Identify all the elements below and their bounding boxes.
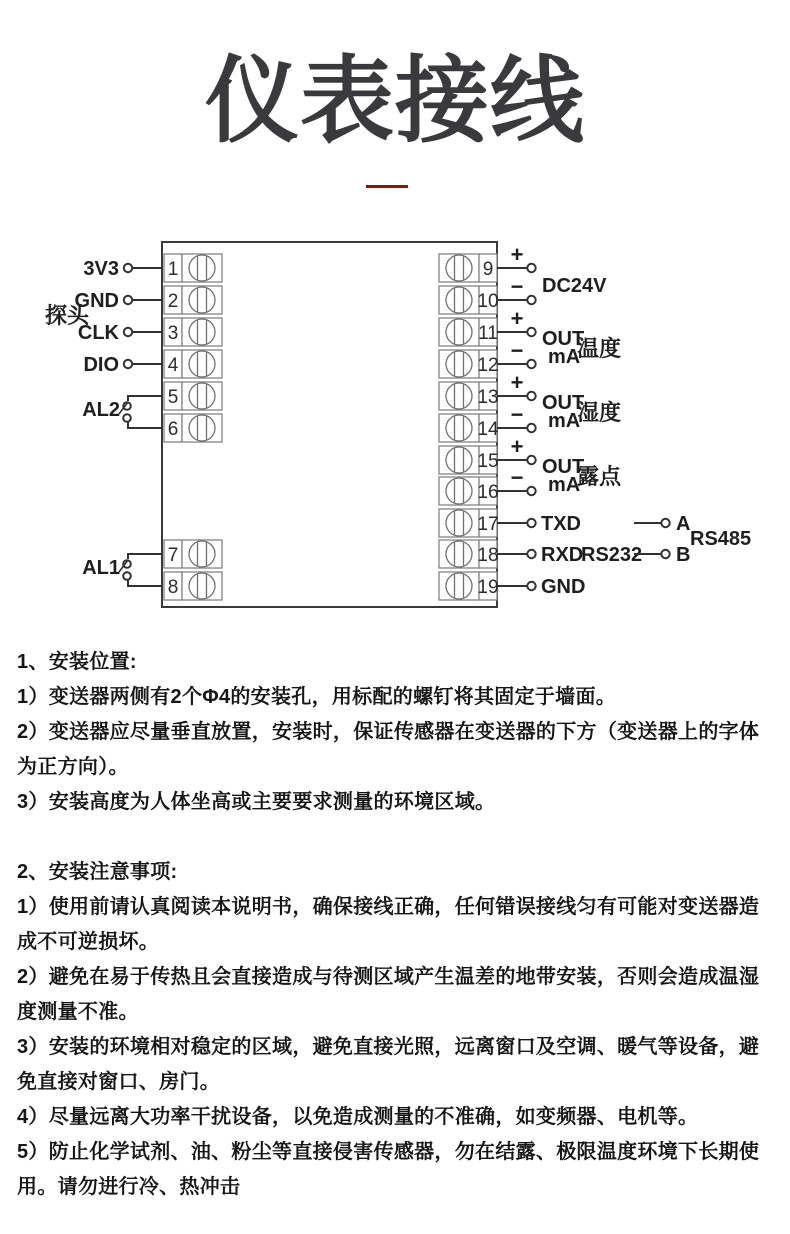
terminal-number: 19 (477, 577, 499, 598)
pin-node (527, 550, 535, 558)
rs485-label: RS485 (690, 528, 752, 550)
al2-wire-top (128, 396, 162, 401)
pin-node (124, 296, 132, 304)
terminal-number: 17 (477, 514, 499, 535)
rs232-label: RS232 (581, 544, 643, 566)
out-group-temperature (542, 328, 621, 368)
text-line: 4）尽量远离大功率干扰设备，以免造成测量的不准确，如变频器、电机等。 (17, 1106, 699, 1128)
rs485-group (634, 513, 751, 566)
polarity-sign: − (510, 338, 524, 363)
page-title: 仪表接线 (204, 48, 585, 153)
power-label: DC24V (542, 275, 607, 297)
al2-wire-bottom (128, 422, 162, 428)
out-label: OUT (542, 328, 585, 350)
text-line: 2）变送器应尽量垂直放置，安装时，保证传感器在变送器的下方（变送器上的字体 (17, 721, 760, 743)
terminal-screw-cell (439, 509, 479, 537)
section-heading: 1、安装位置: (17, 651, 137, 673)
terminal-screw-cell (439, 572, 479, 600)
channel-name: 露点 (577, 464, 622, 489)
terminal-number: 13 (477, 387, 499, 408)
terminal-screw-cell (439, 318, 479, 346)
text-line: 免直接对窗口、房门。 (17, 1071, 220, 1093)
channel-name: 湿度 (577, 400, 622, 425)
terminal-number: 6 (167, 419, 179, 440)
text-line: 1）使用前请认真阅读本说明书，确保接线正确，任何错误接线匀有可能对变送器造 (17, 896, 760, 918)
pin-label: CLK (77, 322, 119, 344)
terminal-5 (164, 382, 222, 410)
section-install-notes (17, 855, 777, 1205)
al1-contact (82, 554, 162, 586)
polarity-sign: − (510, 274, 524, 299)
terminal-screw-cell (439, 286, 479, 314)
pin-label: TXD (541, 513, 581, 535)
pin-node (124, 360, 132, 368)
pin-node (124, 328, 132, 336)
pin-node (527, 582, 535, 590)
out-label: OUT (542, 392, 585, 414)
terminal-number: 10 (477, 291, 499, 312)
terminal-number: 12 (477, 355, 499, 376)
out-group-dewpoint (542, 456, 622, 496)
polarity-sign: + (510, 434, 524, 459)
unit-label: mA (548, 474, 581, 496)
terminal-number: 5 (167, 387, 179, 408)
out-label: OUT (542, 456, 585, 478)
pin-label: RXD (541, 544, 584, 566)
pin-node (527, 487, 535, 495)
terminal-number: 2 (167, 291, 179, 312)
terminal-17 (439, 509, 581, 537)
terminal-number: 8 (167, 577, 179, 598)
terminal-screw-cell (439, 477, 479, 505)
al2-label: AL2 (82, 399, 120, 421)
pin-node (527, 264, 535, 272)
pin-node (527, 424, 535, 432)
terminal-screw-cell (439, 350, 479, 378)
terminal-number: 11 (478, 323, 498, 344)
text-line: 成不可逆损坏。 (17, 931, 160, 953)
text-line: 为正方向）。 (17, 756, 129, 778)
polarity-sign: + (510, 306, 524, 331)
terminal-screw-cell (439, 382, 479, 410)
channel-name: 温度 (577, 336, 622, 361)
pin-label: DIO (83, 354, 119, 376)
terminal-screw-cell (182, 254, 222, 282)
rs485-b-label: B (676, 544, 691, 566)
terminal-screw-cell (182, 350, 222, 378)
pin-node (527, 328, 535, 336)
terminal-number: 14 (477, 419, 499, 440)
terminal-18 (439, 540, 583, 568)
terminal-number: 9 (482, 259, 494, 280)
pin-node (527, 360, 535, 368)
terminal-screw-cell (182, 414, 222, 442)
terminal-19 (439, 572, 585, 600)
rs485-a-label: A (676, 513, 691, 535)
pin-label: GND (74, 290, 119, 312)
polarity-sign: − (510, 465, 524, 490)
al1-wire-bottom (128, 580, 162, 586)
al1-label: AL1 (82, 557, 120, 579)
terminal-screw-cell (182, 572, 222, 600)
terminal-2 (75, 286, 222, 314)
polarity-sign: + (510, 242, 524, 267)
pin-node (124, 264, 132, 272)
terminal-number: 16 (477, 482, 499, 503)
text-line: 3）安装高度为人体坐高或主要要求测量的环境区域。 (17, 791, 496, 813)
al1-wire-top (128, 554, 162, 559)
polarity-sign: − (510, 402, 524, 427)
pin-node (527, 296, 535, 304)
terminal-screw-cell (439, 254, 479, 282)
section-heading: 2、安装注意事项: (17, 861, 178, 883)
terminal-screw-cell (439, 446, 479, 474)
pin-label: GND (541, 576, 586, 598)
section-install-position (17, 645, 777, 820)
pin-node (527, 392, 535, 400)
terminal-1 (83, 254, 222, 282)
text-line: 1）变送器两侧有2个Φ4的安装孔，用标配的螺钉将其固定于墙面。 (17, 686, 617, 708)
al1-node-bottom (123, 572, 131, 580)
text-line: 3）安装的环境相对稳定的区域，避免直接光照，远离窗口及空调、暖气等设备，避 (17, 1036, 760, 1058)
terminal-4 (83, 350, 222, 378)
al2-contact (82, 396, 162, 428)
terminal-number: 7 (167, 545, 179, 566)
pin-node (527, 519, 535, 527)
text-line: 度测量不准。 (17, 1001, 139, 1023)
text-line: 5）防止化学试剂、油、粉尘等直接侵害传感器，勿在结露、极限温度环境下长期使 (17, 1141, 760, 1163)
terminal-number: 4 (167, 355, 179, 376)
terminal-number: 15 (477, 451, 499, 472)
terminal-number: 3 (167, 323, 179, 344)
terminal-screw-cell (182, 286, 222, 314)
terminal-number: 18 (477, 545, 499, 566)
terminal-7 (164, 540, 222, 568)
terminal-8 (164, 572, 222, 600)
terminal-screw-cell (182, 382, 222, 410)
unit-label: mA (548, 346, 581, 368)
pin-node (527, 456, 535, 464)
terminal-screw-cell (182, 540, 222, 568)
al2-node-bottom (123, 414, 131, 422)
rs485-b-node (661, 550, 669, 558)
out-group-humidity (542, 392, 621, 432)
terminal-3 (78, 318, 222, 346)
pin-label: 3V3 (83, 258, 119, 280)
terminal-number: 1 (167, 259, 179, 280)
terminal-screw-cell (439, 540, 479, 568)
probe-group-label: 探头 (45, 303, 90, 328)
polarity-sign: + (510, 370, 524, 395)
text-line: 2）避免在易于传热且会直接造成与待测区域产生温差的地带安装，否则会造成温湿 (17, 966, 760, 988)
terminal-screw-cell (182, 318, 222, 346)
terminal-screw-cell (439, 414, 479, 442)
terminal-6 (164, 414, 222, 442)
unit-label: mA (548, 410, 581, 432)
text-line: 用。请勿进行冷、热冲击 (17, 1176, 241, 1198)
rs485-a-node (661, 519, 669, 527)
